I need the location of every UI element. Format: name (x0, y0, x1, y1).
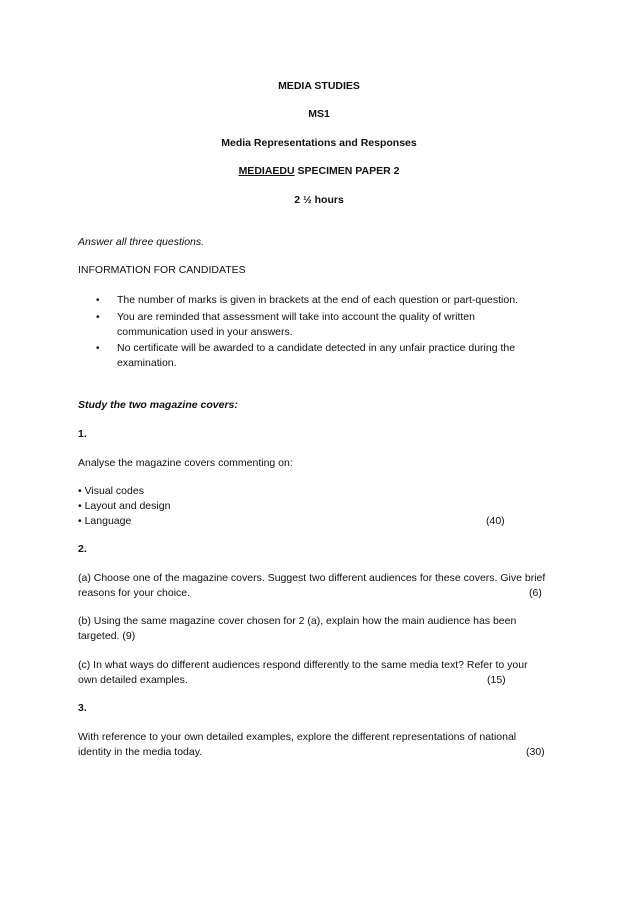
question-2-number: 2. (78, 543, 87, 555)
question-1-point-visual: • Visual codes (78, 485, 144, 497)
duration: 2 ½ hours (294, 194, 344, 206)
subject-title: MEDIA STUDIES (278, 80, 360, 92)
question-2c-line2: own detailed examples. (78, 674, 188, 686)
question-1-marks: (40) (486, 515, 505, 527)
paper-code: MEDIAEDU (238, 165, 295, 177)
info-bullet-2-line2: communication used in your answers. (117, 326, 293, 338)
question-3-line1: With reference to your own detailed examples, explore the different representations of national (78, 731, 517, 743)
question-2a-line1: (a) Choose one of the magazine covers. Suggest two different audiences for these covers. Give brief (78, 572, 546, 584)
question-2b-line1: (b) Using the same magazine cover chosen for 2 (a), explain how the main audience has been (78, 615, 517, 627)
answer-all-instruction: Answer all three questions. (78, 236, 205, 248)
info-bullet-3-line2: examination. (117, 357, 177, 369)
question-1-number: 1. (78, 428, 87, 440)
question-3-number: 3. (78, 702, 87, 714)
question-1-point-language: • Language (78, 515, 132, 527)
info-bullet-3-line1: No certificate will be awarded to a candidate detected in any unfair practice during the (117, 342, 516, 354)
info-heading: INFORMATION FOR CANDIDATES (78, 264, 246, 276)
question-2c-marks: (15) (487, 674, 506, 686)
unit-title: Media Representations and Responses (221, 137, 417, 149)
question-3-line2: identity in the media today. (78, 746, 203, 758)
unit-code: MS1 (308, 108, 330, 120)
question-3-marks: (30) (526, 746, 545, 758)
bullet-glyph: • (96, 343, 100, 354)
question-2b-line2: targeted. (9) (78, 630, 136, 642)
paper-title-text: SPECIMEN PAPER 2 (294, 165, 400, 177)
info-bullet-2-line1: You are reminded that assessment will take into account the quality of written (117, 311, 475, 323)
info-bullet-1: The number of marks is given in brackets at the end of each question or part-question. (117, 294, 518, 306)
paper-title (0, 165, 638, 178)
study-prompt: Study the two magazine covers: (78, 399, 238, 411)
question-2c-line1: (c) In what ways do different audiences respond differently to the same media text? Refer to your (78, 659, 528, 671)
question-2a-line2: reasons for your choice. (78, 587, 191, 599)
question-1-point-layout: • Layout and design (78, 500, 171, 512)
question-2a-marks: (6) (529, 587, 542, 599)
bullet-glyph: • (96, 312, 100, 323)
question-1-intro: Analyse the magazine covers commenting on: (78, 457, 293, 469)
bullet-glyph: • (96, 295, 100, 306)
